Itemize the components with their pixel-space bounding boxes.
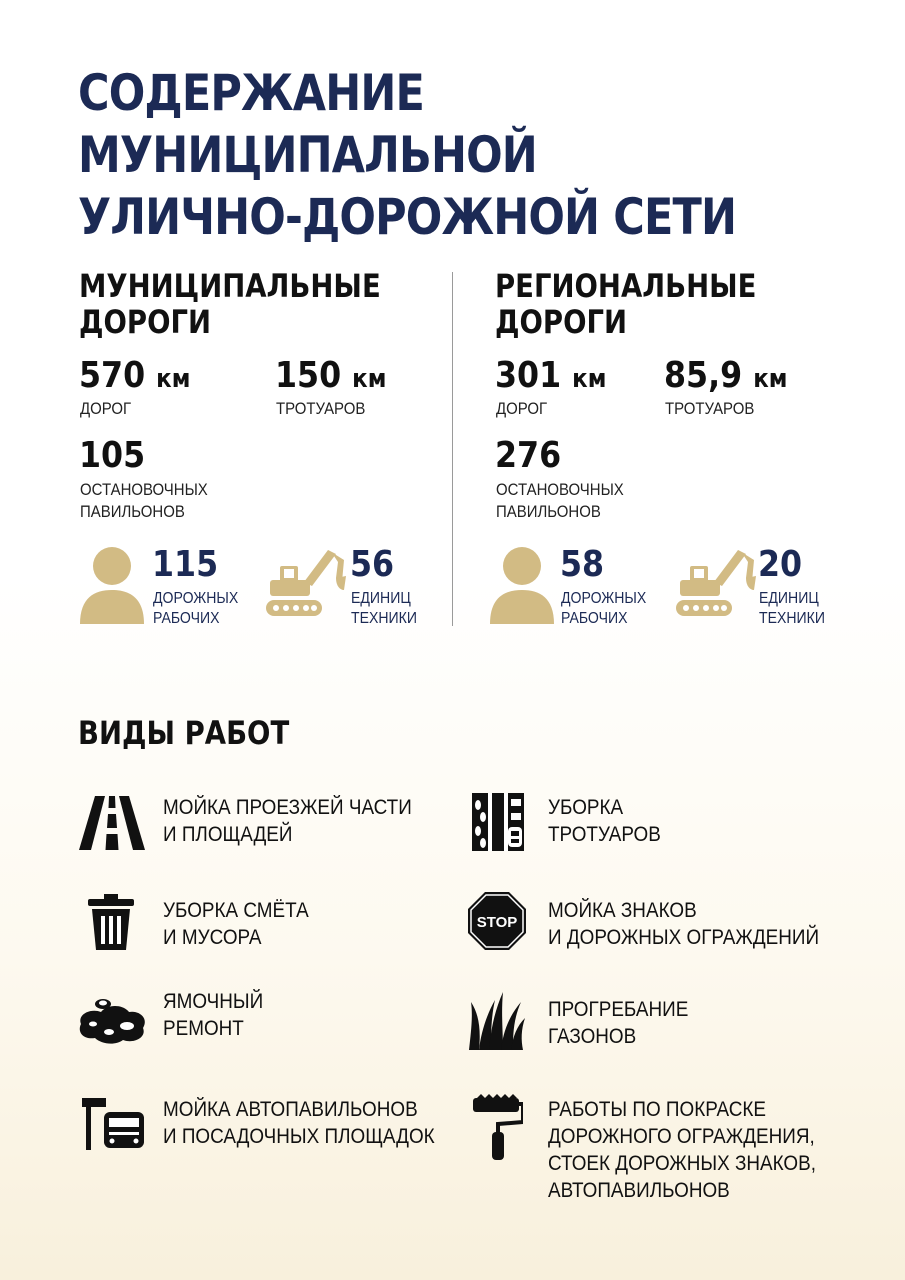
work-road-washing: МОЙКА ПРОЕЗЖЕЙ ЧАСТИ И ПЛОЩАДЕЙ	[163, 796, 412, 846]
municipal-pavilions-label: ОСТАНОВОЧНЫХ ПАВИЛЬОНОВ	[80, 480, 208, 521]
sidewalk-icon	[472, 793, 524, 851]
work-sign-washing: МОЙКА ЗНАКОВ И ДОРОЖНЫХ ОГРАЖДЕНИЙ	[548, 899, 820, 949]
regional-pavilions-value: 276	[495, 435, 562, 476]
municipal-roads-label: ДОРОГ	[80, 399, 132, 418]
worker-person-icon	[80, 546, 144, 624]
excavator-icon	[674, 546, 756, 624]
works-section-title: ВИДЫ РАБОТ	[78, 714, 290, 752]
regional-sidewalks-value: 85,9 км	[664, 355, 788, 396]
worker-person-icon	[490, 546, 554, 624]
regional-sidewalks-label: ТРОТУАРОВ	[665, 399, 755, 418]
municipal-sidewalks-label: ТРОТУАРОВ	[276, 399, 366, 418]
regional-roads-label: ДОРОГ	[496, 399, 548, 418]
work-painting: РАБОТЫ ПО ПОКРАСКЕ ДОРОЖНОГО ОГРАЖДЕНИЯ, СТОЕК ДОРОЖНЫХ ЗНАКОВ, АВТОПАВИЛЬОНОВ	[548, 1098, 816, 1202]
stop-sign-text: STOP	[476, 914, 518, 931]
regional-machines-label: ЕДИНИЦ ТЕХНИКИ	[759, 590, 825, 627]
stop-sign-icon	[468, 892, 526, 950]
page-title-line1: СОДЕРЖАНИЕ МУНИЦИПАЛЬНОЙ	[78, 64, 537, 184]
regional-workers-label: ДОРОЖНЫХ РАБОЧИХ	[561, 590, 647, 627]
regional-machines-value: 20	[758, 544, 803, 585]
regional-pavilions-label: ОСТАНОВОЧНЫХ ПАВИЛЬОНОВ	[496, 480, 624, 521]
regional-heading: РЕГИОНАЛЬНЫЕ ДОРОГИ	[495, 267, 757, 341]
work-lawn-raking: ПРОГРЕБАНИЕ ГАЗОНОВ	[548, 998, 689, 1048]
grass-icon	[469, 992, 525, 1050]
municipal-machines-value: 56	[350, 544, 395, 585]
work-pothole-repair: ЯМОЧНЫЙ РЕМОНТ	[163, 990, 264, 1040]
municipal-roads-value: 570 км	[79, 355, 191, 396]
municipal-pavilions-value: 105	[79, 435, 146, 476]
work-sidewalk-cleaning: УБОРКА ТРОТУАРОВ	[548, 796, 661, 846]
municipal-heading: МУНИЦИПАЛЬНЫЕ ДОРОГИ	[79, 267, 381, 341]
municipal-workers-value: 115	[152, 544, 219, 585]
column-divider	[452, 272, 453, 626]
bus-stop-icon	[82, 1098, 144, 1150]
page-title-line2: УЛИЧНО-ДОРОЖНОЙ СЕТИ	[78, 188, 737, 246]
municipal-workers-label: ДОРОЖНЫХ РАБОЧИХ	[153, 590, 239, 627]
municipal-machines-label: ЕДИНИЦ ТЕХНИКИ	[351, 590, 417, 627]
page-title	[78, 62, 895, 248]
trash-bin-icon	[88, 894, 134, 950]
municipal-sidewalks-value: 150 км	[275, 355, 387, 396]
regional-roads-value: 301 км	[495, 355, 607, 396]
excavator-icon	[264, 546, 346, 624]
work-litter-cleaning: УБОРКА СМЁТА И МУСОРА	[163, 899, 309, 949]
regional-workers-value: 58	[560, 544, 605, 585]
road-icon	[79, 796, 145, 850]
pothole-icon	[77, 998, 147, 1044]
paint-roller-icon	[473, 1094, 523, 1160]
work-pavilion-washing: МОЙКА АВТОПАВИЛЬОНОВ И ПОСАДОЧНЫХ ПЛОЩАДОК	[163, 1098, 435, 1148]
